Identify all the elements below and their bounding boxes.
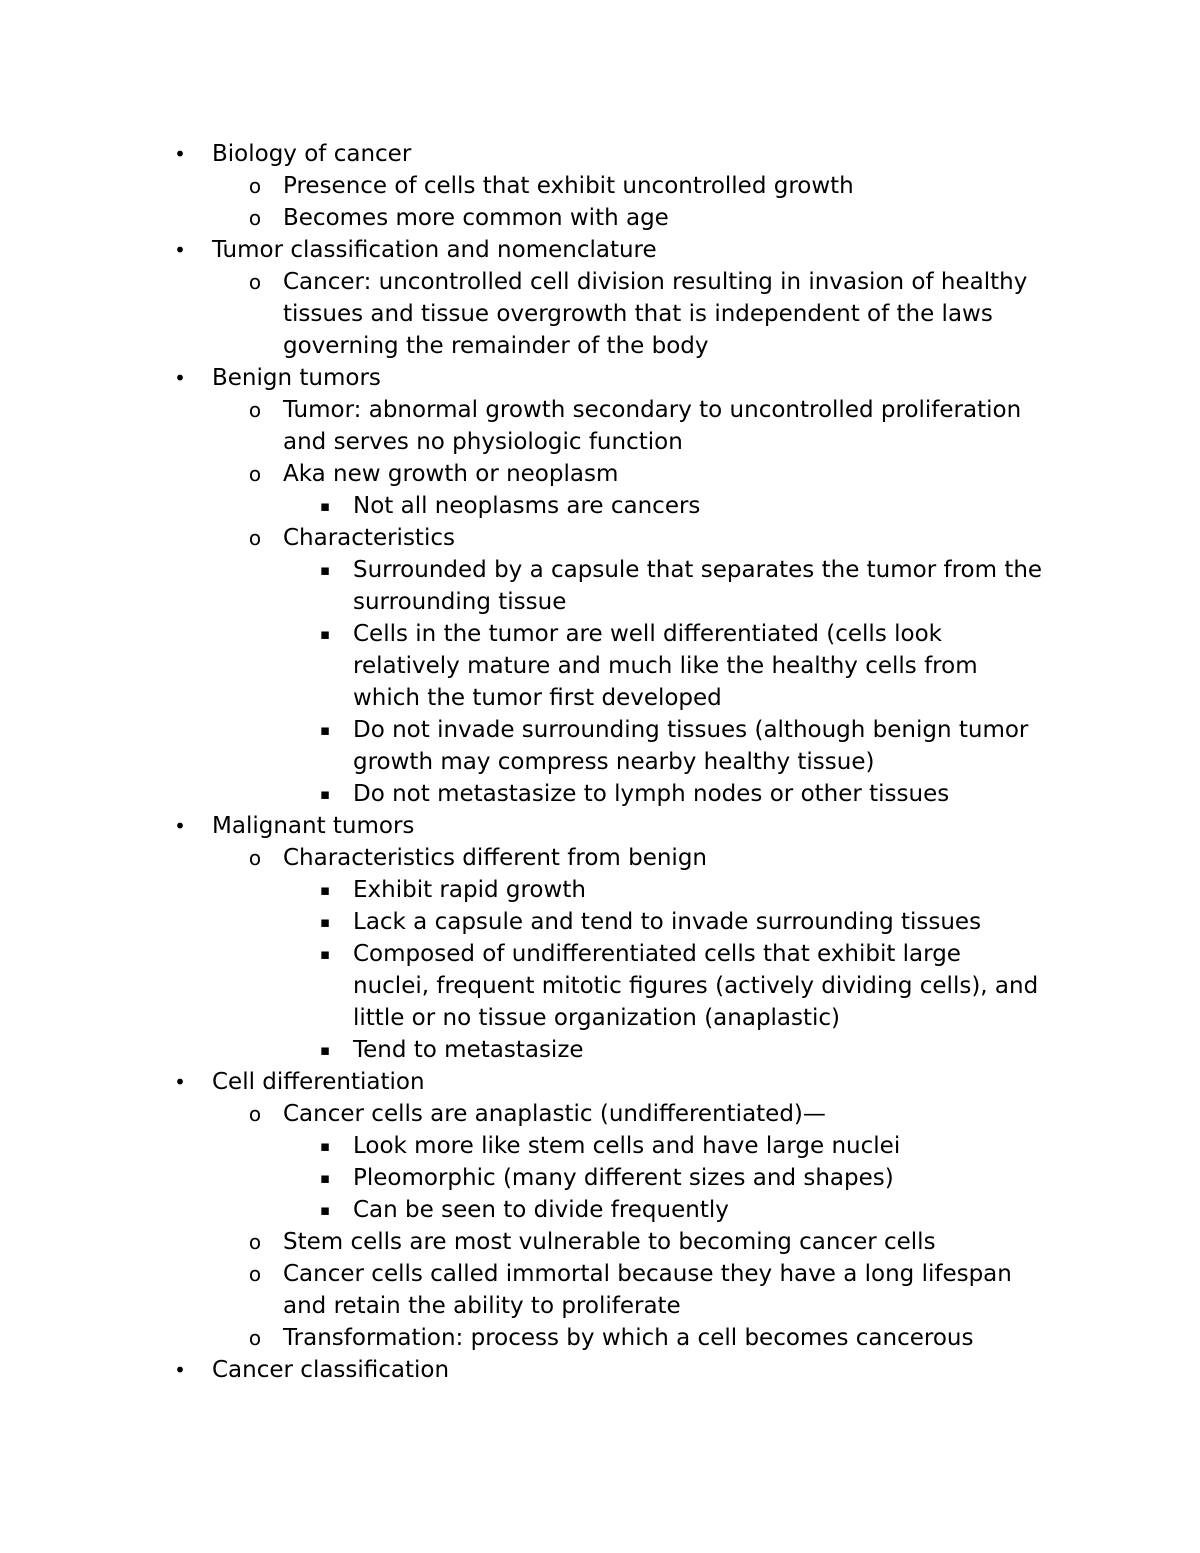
list-item: [0, 1034, 1200, 1066]
list-item-text: Composed of undifferentiated cells that exhibit large: [353, 941, 961, 967]
list-item-text: Do not invade surrounding tissues (although benign tumor: [353, 717, 1029, 743]
list-item: [0, 554, 1200, 586]
list-item-text: Cells in the tumor are well differentiated (cells look: [353, 621, 942, 647]
list-item-text: Tumor classification and nomenclature: [212, 237, 657, 263]
bulleted-outline: [0, 138, 1200, 1386]
list-item-text: Surrounded by a capsule that separates the tumor from the: [353, 557, 1043, 583]
bullet-dot-icon: •: [174, 366, 186, 390]
bullet-circle-icon: o: [248, 1102, 262, 1126]
list-item-text: Cancer: uncontrolled cell division resulting in invasion of healthy: [283, 269, 1028, 295]
list-item-text: Lack a capsule and tend to invade surrounding tissues: [353, 909, 982, 935]
list-item-text: which the tumor first developed: [353, 685, 722, 711]
list-item-text: Cancer classification: [212, 1357, 450, 1383]
bullet-square-icon: ▪: [319, 561, 331, 579]
list-item-text: Characteristics: [283, 525, 455, 551]
bullet-dot-icon: •: [174, 1358, 186, 1382]
bullet-square-icon: ▪: [319, 1201, 331, 1219]
list-item-continuation: [0, 1290, 1200, 1322]
bullet-square-icon: ▪: [319, 785, 331, 803]
list-item-text: Stem cells are most vulnerable to becoming cancer cells: [283, 1229, 936, 1255]
list-item: [0, 1066, 1200, 1098]
bullet-dot-icon: •: [174, 814, 186, 838]
list-item: [0, 522, 1200, 554]
list-item-text: Characteristics different from benign: [283, 845, 707, 871]
list-item-text: nuclei, frequent mitotic figures (actively dividing cells), and: [353, 973, 1039, 999]
list-item: [0, 1098, 1200, 1130]
list-item: [0, 138, 1200, 170]
list-item-text: Presence of cells that exhibit uncontrolled growth: [283, 173, 854, 199]
bullet-circle-icon: o: [248, 526, 262, 550]
bullet-square-icon: ▪: [319, 625, 331, 643]
list-item-text: Look more like stem cells and have large nuclei: [353, 1133, 901, 1159]
list-item-continuation: [0, 586, 1200, 618]
list-item-text: Tend to metastasize: [353, 1037, 584, 1063]
list-item: [0, 1194, 1200, 1226]
list-item-text: Pleomorphic (many different sizes and shapes): [353, 1165, 894, 1191]
list-item: [0, 906, 1200, 938]
list-item: [0, 1258, 1200, 1290]
list-item: [0, 1354, 1200, 1386]
bullet-circle-icon: o: [248, 206, 262, 230]
list-item: [0, 714, 1200, 746]
list-item-continuation: [0, 426, 1200, 458]
list-item: [0, 874, 1200, 906]
list-item-text: Do not metastasize to lymph nodes or other tissues: [353, 781, 950, 807]
list-item-continuation: [0, 330, 1200, 362]
list-item-continuation: [0, 970, 1200, 1002]
list-item-continuation: [0, 298, 1200, 330]
bullet-circle-icon: o: [248, 1326, 262, 1350]
list-item-text: Becomes more common with age: [283, 205, 669, 231]
list-item-text: and retain the ability to proliferate: [283, 1293, 681, 1319]
list-item: [0, 618, 1200, 650]
list-item-text: and serves no physiologic function: [283, 429, 683, 455]
list-item: [0, 1162, 1200, 1194]
bullet-circle-icon: o: [248, 462, 262, 486]
bullet-circle-icon: o: [248, 846, 262, 870]
list-item-text: relatively mature and much like the healthy cells from: [353, 653, 978, 679]
bullet-square-icon: ▪: [319, 1041, 331, 1059]
list-item: [0, 810, 1200, 842]
list-item-text: Cancer cells are anaplastic (undifferentiated)—: [283, 1101, 826, 1127]
bullet-square-icon: ▪: [319, 497, 331, 515]
list-item-text: Transformation: process by which a cell becomes cancerous: [283, 1325, 974, 1351]
bullet-circle-icon: o: [248, 398, 262, 422]
bullet-square-icon: ▪: [319, 1137, 331, 1155]
list-item: [0, 362, 1200, 394]
list-item: [0, 1322, 1200, 1354]
list-item-continuation: [0, 682, 1200, 714]
list-item-text: Biology of cancer: [212, 141, 412, 167]
list-item: [0, 458, 1200, 490]
bullet-circle-icon: o: [248, 174, 262, 198]
list-item-text: surrounding tissue: [353, 589, 567, 615]
bullet-circle-icon: o: [248, 1230, 262, 1254]
bullet-square-icon: ▪: [319, 721, 331, 739]
list-item-continuation: [0, 650, 1200, 682]
list-item: [0, 490, 1200, 522]
bullet-circle-icon: o: [248, 270, 262, 294]
list-item: [0, 394, 1200, 426]
list-item: [0, 1130, 1200, 1162]
list-item-text: Not all neoplasms are cancers: [353, 493, 701, 519]
list-item-text: little or no tissue organization (anaplastic): [353, 1005, 841, 1031]
list-item: [0, 266, 1200, 298]
list-item-text: Benign tumors: [212, 365, 381, 391]
list-item-text: growth may compress nearby healthy tissue): [353, 749, 875, 775]
list-item: [0, 234, 1200, 266]
list-item-text: governing the remainder of the body: [283, 333, 709, 359]
list-item-text: Exhibit rapid growth: [353, 877, 586, 903]
bullet-dot-icon: •: [174, 1070, 186, 1094]
list-item: [0, 202, 1200, 234]
list-item: [0, 842, 1200, 874]
list-item: [0, 1226, 1200, 1258]
list-item-text: Can be seen to divide frequently: [353, 1197, 729, 1223]
list-item: [0, 170, 1200, 202]
bullet-dot-icon: •: [174, 142, 186, 166]
bullet-square-icon: ▪: [319, 945, 331, 963]
bullet-square-icon: ▪: [319, 1169, 331, 1187]
list-item-text: Cell differentiation: [212, 1069, 425, 1095]
list-item-text: Malignant tumors: [212, 813, 415, 839]
bullet-circle-icon: o: [248, 1262, 262, 1286]
list-item: [0, 938, 1200, 970]
list-item-text: Tumor: abnormal growth secondary to uncontrolled proliferation: [283, 397, 1022, 423]
list-item-text: Aka new growth or neoplasm: [283, 461, 619, 487]
list-item-text: tissues and tissue overgrowth that is independent of the laws: [283, 301, 993, 327]
list-item-continuation: [0, 1002, 1200, 1034]
list-item-continuation: [0, 746, 1200, 778]
bullet-square-icon: ▪: [319, 881, 331, 899]
bullet-square-icon: ▪: [319, 913, 331, 931]
bullet-dot-icon: •: [174, 238, 186, 262]
list-item-text: Cancer cells called immortal because they have a long lifespan: [283, 1261, 1012, 1287]
list-item: [0, 778, 1200, 810]
